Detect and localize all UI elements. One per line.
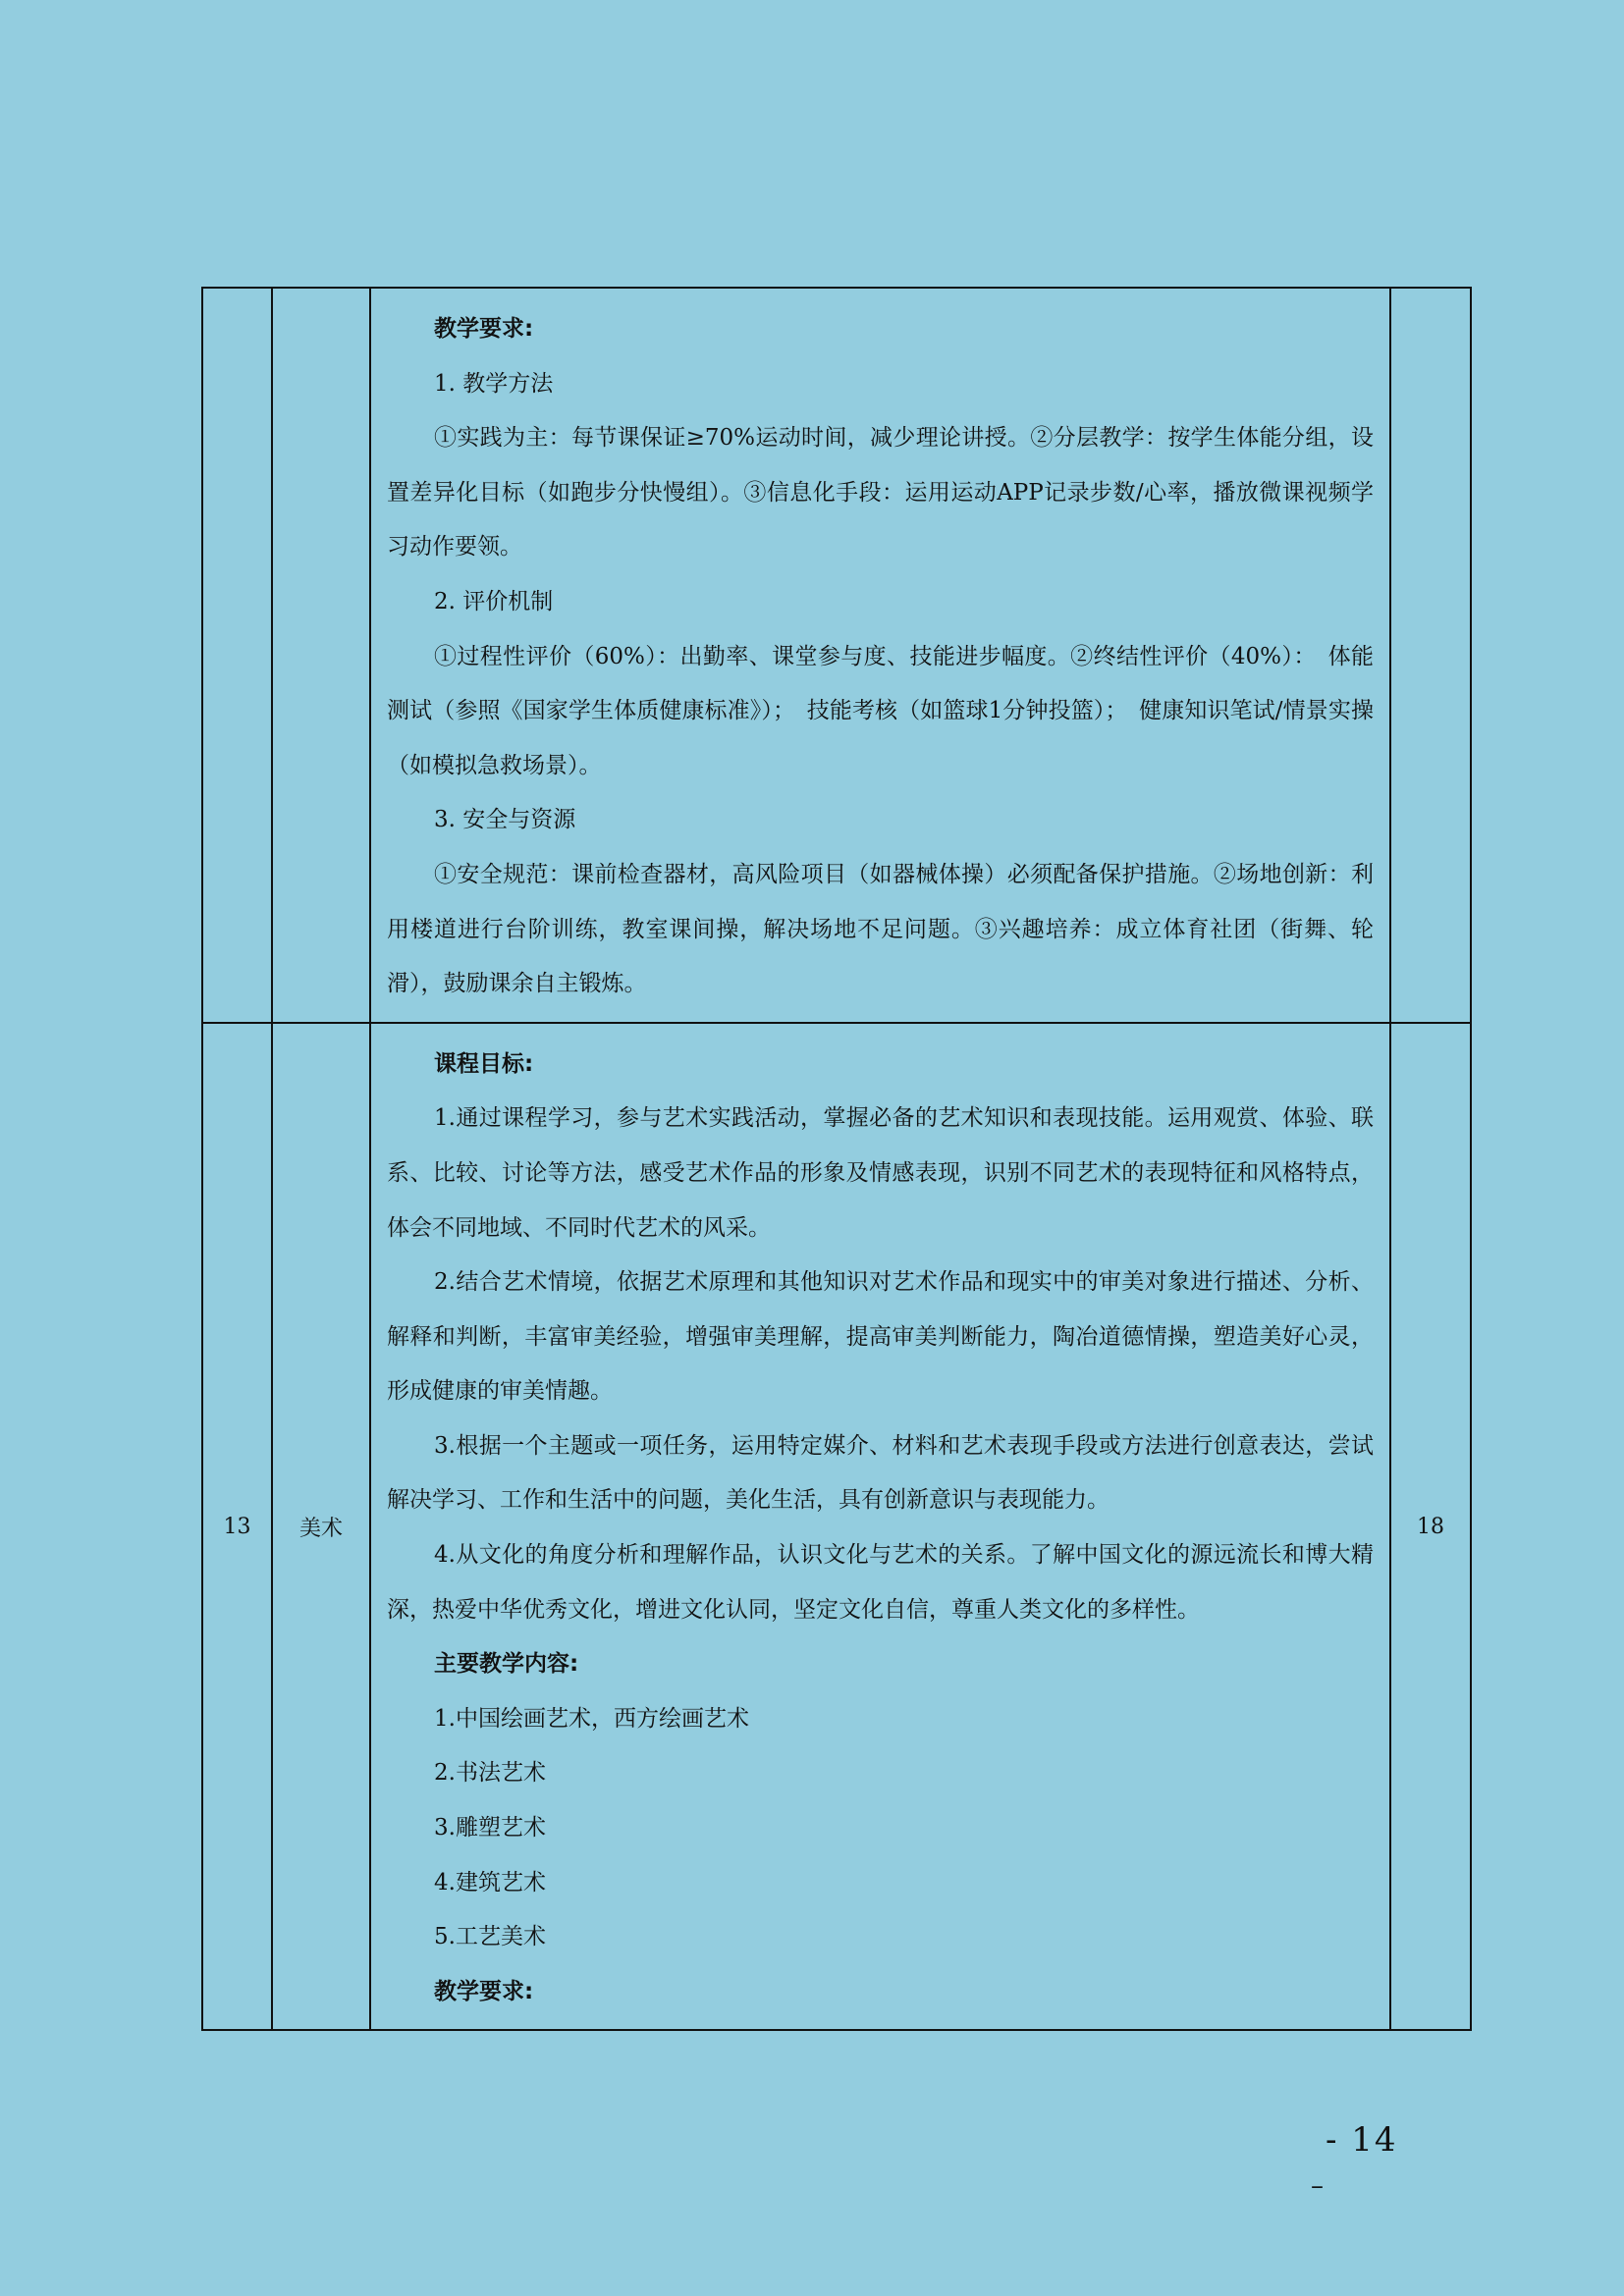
table-row-13 — [202, 1023, 1471, 2031]
content-item: 3.雕塑艺术 — [434, 1815, 546, 1842]
curriculum-table — [201, 287, 1472, 2031]
teaching-requirements-heading-2: 教学要求: — [434, 1978, 534, 2004]
row12-hours-cell — [1390, 288, 1471, 1023]
row13-hours: 18 — [1390, 1023, 1471, 2031]
table-row-12-continued — [202, 288, 1471, 1023]
evaluation-text: ①过程性评价（60%）：出勤率、课堂参与度、技能进步幅度。②终结性评价（40%）： 体能测试（参照《国家学生体质健康标准》）； 技能考核（如篮球1分钟投篮）； 健康知识笔试/情景实操（如模拟急救场景）。 — [387, 643, 1374, 778]
row13-content-cell — [370, 1023, 1390, 2031]
safety-text: ①安全规范：课前检查器材，高风险项目（如器械体操）必须配备保护措施。②场地创新：利用楼道进行台阶训练，教室课间操，解决场地不足问题。③兴趣培养：成立体育社团（街舞、轮滑），鼓励课余自主锻炼。 — [387, 861, 1374, 997]
goal-2: 2.结合艺术情境，依据艺术原理和其他知识对艺术作品和现实中的审美对象进行描述、分析、解释和判断，丰富审美经验，增强审美理解，提高审美判断能力，陶冶道德情操，塑造美好心灵，形成健康的审美情趣。 — [387, 1269, 1374, 1405]
teaching-method-text: ①实践为主：每节课保证≥70%运动时间，减少理论讲授。②分层教学：按学生体能分组，设置差异化目标（如跑步分快慢组）。③信息化手段：运用运动APP记录步数/心率，播放微课视频学习动作要领。 — [387, 425, 1374, 561]
content-item: 2.书法艺术 — [434, 1760, 546, 1787]
row13-number: 13 — [202, 1023, 272, 2031]
content-item: 4.建筑艺术 — [434, 1869, 546, 1896]
content-item: 1.中国绘画艺术，西方绘画艺术 — [434, 1705, 749, 1732]
page-number-dash: – — [1311, 2171, 1324, 2201]
goal-3: 3.根据一个主题或一项任务，运用特定媒介、材料和艺术表现手段或方法进行创意表达，尝试解决学习、工作和生活中的问题，美化生活，具有创新意识与表现能力。 — [387, 1432, 1374, 1514]
curriculum-table-wrap — [201, 287, 1444, 2031]
main-content-heading: 主要教学内容: — [434, 1651, 579, 1678]
row12-course-cell — [272, 288, 370, 1023]
section-title-safety: 3. 安全与资源 — [434, 807, 576, 833]
row13-course-name: 美术 — [272, 1023, 370, 2031]
section-title-teaching-method: 1. 教学方法 — [434, 370, 554, 397]
page-number: - 14 — [1326, 2120, 1398, 2160]
teaching-requirements-heading: 教学要求: — [434, 316, 534, 342]
row12-number-cell — [202, 288, 272, 1023]
row12-content-cell — [370, 288, 1390, 1023]
section-title-evaluation: 2. 评价机制 — [434, 588, 554, 614]
content-item: 5.工艺美术 — [434, 1924, 546, 1950]
goal-4: 4.从文化的角度分析和理解作品，认识文化与艺术的关系。了解中国文化的源远流长和博大精深，热爱中华优秀文化，增进文化认同，坚定文化自信，尊重人类文化的多样性。 — [387, 1542, 1374, 1623]
course-goals-heading: 课程目标: — [434, 1050, 534, 1077]
goal-1: 1.通过课程学习，参与艺术实践活动，掌握必备的艺术知识和表现技能。运用观赏、体验、联系、比较、讨论等方法，感受艺术作品的形象及情感表现，识别不同艺术的表现特征和风格特点，体会不同地域、不同时代艺术的风采。 — [387, 1105, 1374, 1241]
